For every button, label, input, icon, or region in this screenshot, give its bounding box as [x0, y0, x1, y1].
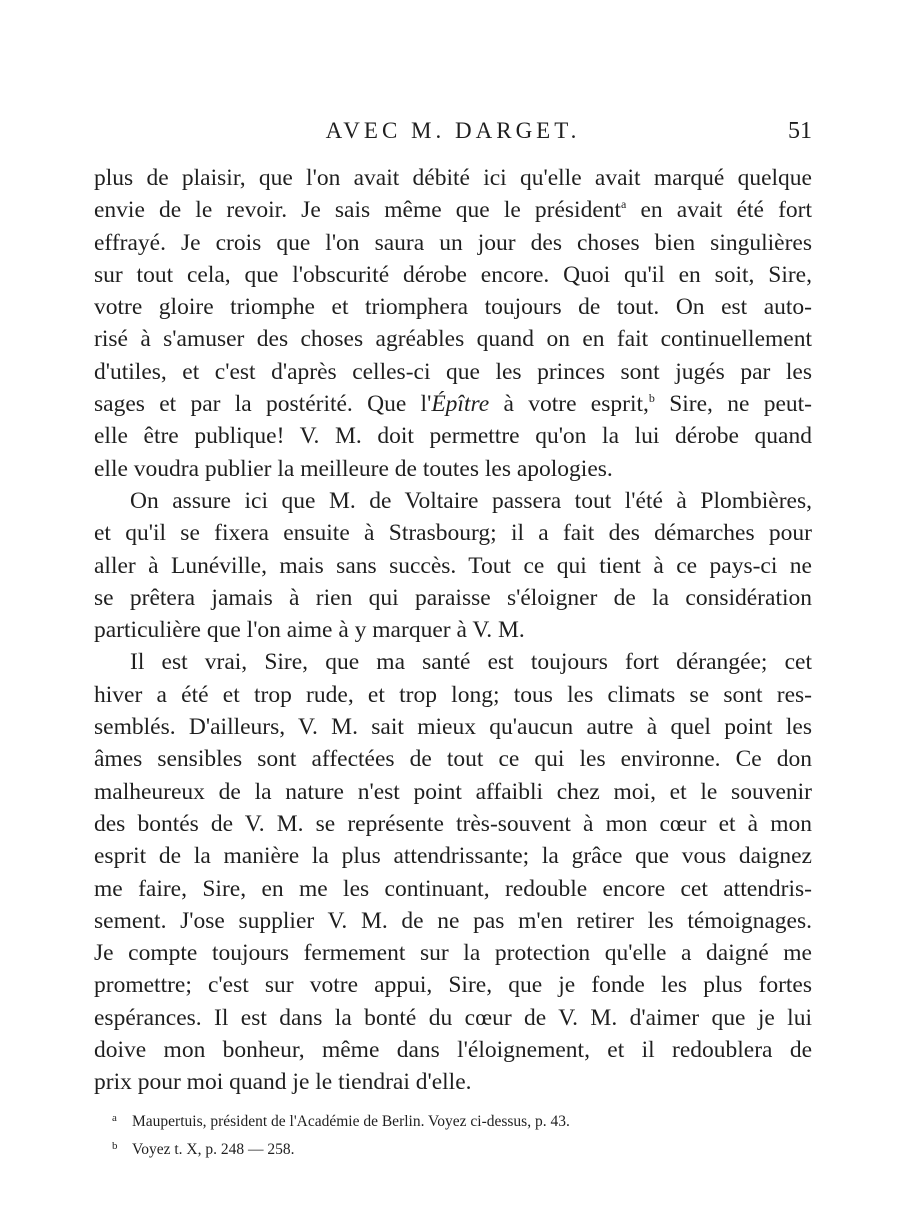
italic-title: Épître	[431, 391, 490, 418]
text-line: votre gloire triomphe et triomphera toujours de tout. On est auto-	[94, 294, 812, 321]
text-line: sement. J'ose supplier V. M. de ne pas m'en retirer les témoignages.	[94, 907, 812, 934]
text-line: promettre; c'est sur votre appui, Sire, que je fonde les plus fortes	[94, 972, 812, 999]
text-segment: sages et par la postérité. Que l'	[94, 391, 432, 418]
text-line: espérances. Il est dans la bonté du cœur de V. M. d'aimer que je lui	[94, 1004, 812, 1031]
text-line: plus de plaisir, que l'on avait débité ici qu'elle avait marqué quelque	[94, 165, 812, 191]
text-line: elle être publique! V. M. doit permettre qu'on la lui dérobe quand	[94, 423, 812, 450]
footnote	[112, 1134, 812, 1162]
text-segment: en avait été fort	[626, 197, 813, 224]
text-segment: envie de le revoir. Je sais même que le président	[94, 197, 622, 224]
text-line: Je compte toujours fermement sur la protection qu'elle a daigné me	[94, 940, 812, 967]
text-line: semblés. D'ailleurs, V. M. sait mieux qu'aucun autre à quel point les	[94, 714, 812, 741]
text-line: d'utiles, et c'est d'après celles-ci que les princes sont jugés par les	[94, 358, 812, 385]
text-line: malheureux de la nature n'est point affaibli chez moi, et le souvenir	[94, 778, 812, 805]
letter-body	[94, 162, 812, 1099]
text-line	[94, 194, 812, 226]
footnote-reference: b	[648, 391, 655, 406]
running-head	[94, 116, 812, 150]
footnote-text: Maupertuis, président de l'Académie de Berlin. Voyez ci-dessus, p. 43.	[132, 1113, 570, 1130]
text-line	[94, 388, 812, 420]
footnote-mark: b	[112, 1140, 118, 1152]
text-line: esprit de la manière la plus attendrissante; la grâce que vous daignez	[94, 843, 812, 870]
text-line: prix pour moi quand je le tiendrai d'elle.	[94, 1069, 472, 1096]
footnote-reference: a	[621, 197, 627, 212]
page-number: 51	[788, 118, 812, 144]
text-line: On assure ici que M. de Voltaire passera tout l'été à Plombières,	[130, 487, 812, 514]
running-title: AVEC M. DARGET.	[325, 118, 581, 143]
text-line: me faire, Sire, en me les continuant, redouble encore cet attendris-	[94, 875, 812, 902]
text-line: des bontés de V. M. se représente très-souvent à mon cœur et à mon	[94, 810, 812, 837]
footnote-mark: a	[112, 1112, 117, 1124]
text-line: âmes sensibles sont affectées de tout ce qui les environne. Ce don	[94, 746, 812, 773]
footnote	[112, 1106, 812, 1134]
text-line: se prêtera jamais à rien qui paraisse s'éloigner de la considération	[94, 584, 812, 611]
text-line: aller à Lunéville, mais sans succès. Tout ce qui tient à ce pays-ci ne	[94, 552, 812, 579]
text-line: particulière que l'on aime à y marquer à V. M.	[94, 617, 525, 644]
text-line: risé à s'amuser des choses agréables quand on en fait continuellement	[94, 326, 812, 353]
text-line: elle voudra publier la meilleure de toutes les apologies.	[94, 455, 613, 482]
text-segment: à votre esprit,	[489, 391, 649, 418]
footnote-text: Voyez t. X, p. 248 — 258.	[132, 1141, 295, 1158]
text-line: effrayé. Je crois que l'on saura un jour des choses bien singulières	[94, 229, 812, 256]
text-line: sur tout cela, que l'obscurité dérobe encore. Quoi qu'il en soit, Sire,	[94, 261, 812, 288]
text-segment: Sire, ne peut-	[654, 391, 812, 418]
text-line: doive mon bonheur, même dans l'éloignement, et il redoublera de	[94, 1037, 812, 1064]
footnotes	[112, 1106, 812, 1162]
text-line: Il est vrai, Sire, que ma santé est toujours fort dérangée; cet	[130, 649, 812, 676]
text-line: hiver a été et trop rude, et trop long; tous les climats se sont res-	[94, 681, 812, 708]
text-line: et qu'il se fixera ensuite à Strasbourg; il a fait des démarches pour	[94, 520, 812, 547]
